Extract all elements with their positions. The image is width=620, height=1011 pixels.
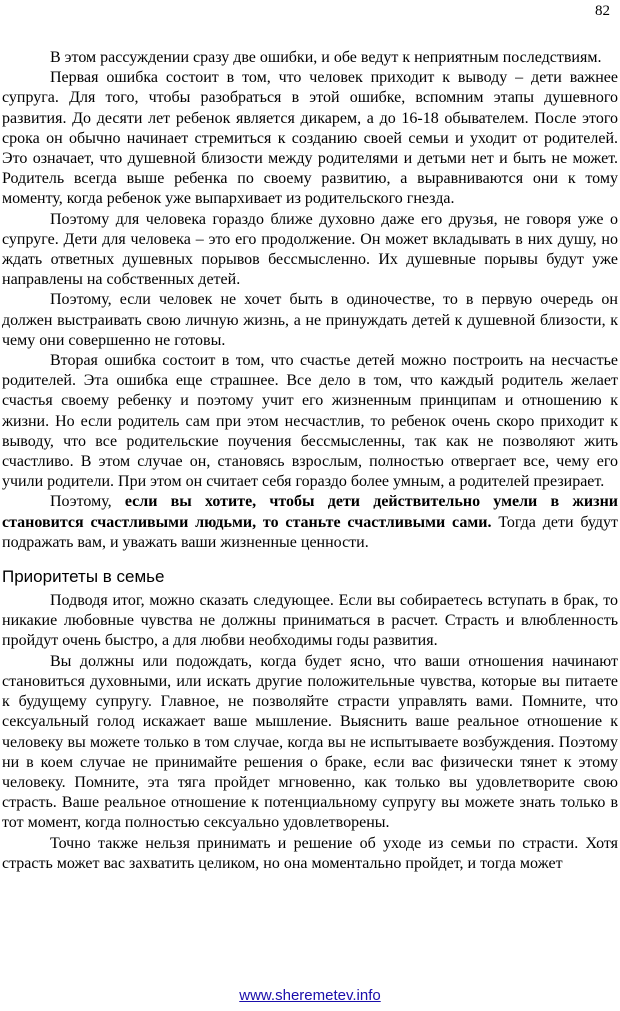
paragraph-text: Поэтому, bbox=[50, 493, 125, 511]
document-body bbox=[2, 48, 618, 874]
page-number: 82 bbox=[595, 3, 610, 19]
emphasized-text: если вы хотите, чтобы дети действительно умели в жизни становится счастливыми людьми, то станьте счастливыми сами. bbox=[2, 493, 618, 531]
paragraph-with-emphasis bbox=[2, 492, 618, 553]
paragraph: Первая ошибка состоит в том, что человек приходит к выводу – дети важнее супруга. Для того, чтобы разобраться в этой ошибке, вспомним этапы душевного развития. До десяти лет ребенок является дикарем, а до 16-18 обывателем. После этого срока он обычно начинает стремиться к созданию своей семьи и уходит от родителей. Это означает, что душевной близости между родителями и детьми нет и быть не может. Родитель всегда выше ребенка по своему развитию, а выравниваются они к тому моменту, когда ребенок уже выпархивает из родительского гнезда. bbox=[2, 69, 618, 208]
section-heading: Приоритеты в семье bbox=[2, 567, 165, 587]
paragraph: В этом рассуждении сразу две ошибки, и обе ведут к неприятным последствиям. bbox=[50, 49, 602, 66]
paragraph: Подводя итог, можно сказать следующее. Если вы собираетесь вступать в брак, то никакие любовные чувства не должны приниматься в расчет. Страсть и влюбленность пройдут очень быстро, а для любви необходимы годы развития. bbox=[2, 592, 618, 650]
website-link[interactable]: www.sheremetev.info bbox=[239, 987, 381, 1004]
paragraph: Точно также нельзя принимать и решение об уходе из семьи по страсти. Хотя страсть может вас захватить целиком, но она моментально пройдет, и тогда может bbox=[2, 834, 618, 872]
paragraph: Вторая ошибка состоит в том, что счастье детей можно построить на несчастье родителей. Эта ошибка еще страшнее. Все дело в том, что каждый родитель желает счастья своему ребенку и поэтому учит его жизненным принципам и отношению к жизни. Но если родитель сам при этом несчастлив, то ребенок очень скоро приходит к выводу, что все родительские поучения бессмысленны, так как не позволяют жить счастливо. В этом случае он, становясь взрослым, полностью отвергает все, чему его учили родители. При этом он считает себя гораздо более умным, а родителей презирает. bbox=[2, 352, 618, 491]
paragraph-text: Тогда дети будут подражать вам, и уважать ваши жизненные ценности. bbox=[2, 513, 619, 551]
paragraph: Вы должны или подождать, когда будет ясно, что ваши отношения начинают становиться духовными, или искать другие положительные чувства, которые вы питаете к будущему супругу. Главное, не позволяйте страсти управлять вами. Помните, что сексуальный голод искажает ваше мышление. Выяснить ваше реальное отношение к человеку вы можете только в том случае, когда вы не испытываете возбуждения. Поэтому ни в коем случае не принимайте решения о браке, если вас физически тянет к этому человеку. Помните, эта тяга пройдет мгновенно, как только вы удовлетворите свою страсть. Ваше реальное отношение к потенциальному супругу вы можете знать только в тот момент, когда полностью сексуально удовлетворены. bbox=[2, 652, 618, 832]
paragraph: Поэтому, если человек не хочет быть в одиночестве, то в первую очередь он должен выстраивать свою личную жизнь, а не принуждать детей к душевной близости, к чему они совершенно не готовы. bbox=[2, 291, 618, 349]
paragraph: Поэтому для человека гораздо ближе духовно даже его друзья, не говоря уже о супруге. Дети для человека – это его продолжение. Он может вкладывать в них душу, но ждать ответных душевных порывов бессмысленно. Их душевные порывы будут уже направлены на собственных детей. bbox=[2, 210, 618, 289]
